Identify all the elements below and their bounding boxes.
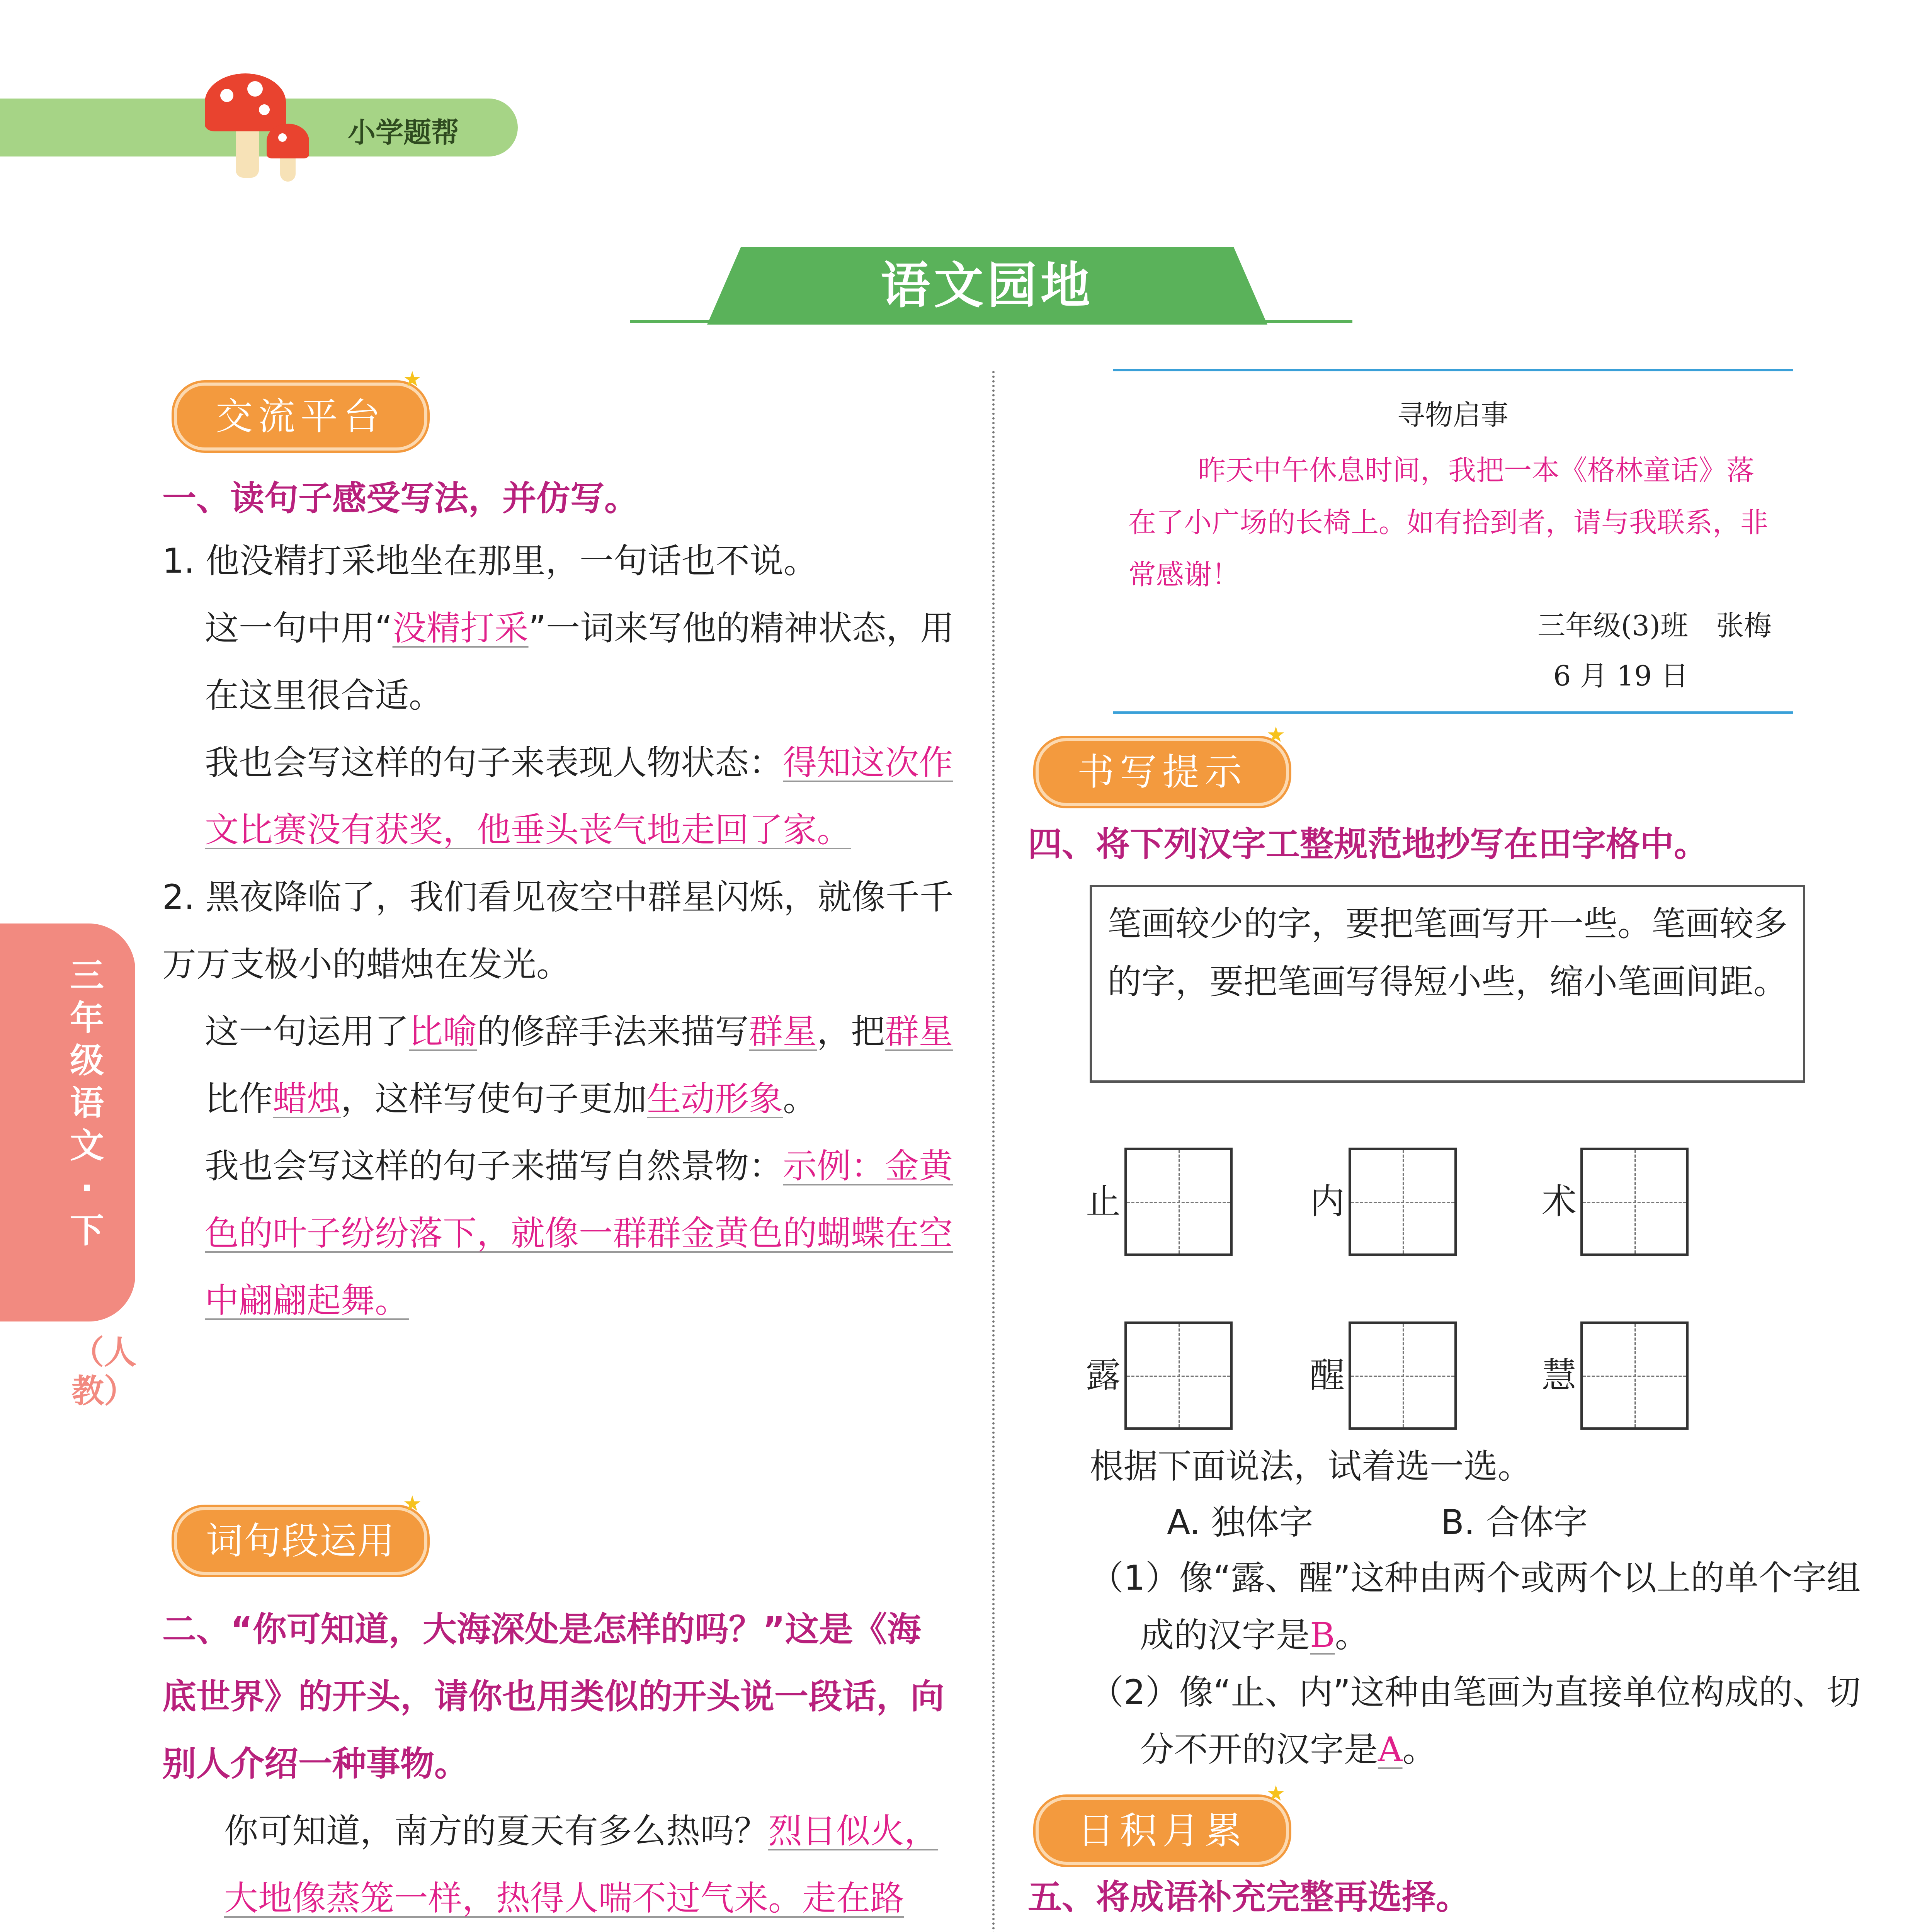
q2-answer: 你可知道，南方的夏天有多么热吗？烈日似火，大地像蒸笼一样，热得人喘不过气来。走在路 xyxy=(162,1798,954,1932)
char-label: 止 xyxy=(1086,1181,1121,1222)
char-label: 术 xyxy=(1542,1181,1577,1222)
tian-grid[interactable] xyxy=(1580,1148,1689,1256)
title-underline xyxy=(630,320,1352,323)
q1-paragraph-4: 我也会写这样的句子来描写自然景物：示例：金黄色的叶子纷纷落下，就像一群群金黄色的蝴蝶在空中翩翩起舞。 xyxy=(205,1146,953,1320)
notice-signature: 三年级(3)班 张梅 xyxy=(1537,609,1772,642)
section-badge-riji: 日积月累 xyxy=(1036,1797,1289,1865)
char-label: 慧 xyxy=(1542,1355,1577,1396)
tian-grid[interactable] xyxy=(1580,1321,1689,1430)
q1-sentence-1: 1. 他没精打采地坐在那里，一句话也不说。 xyxy=(162,541,818,581)
question-2 xyxy=(162,1596,954,1932)
tian-grid[interactable] xyxy=(1349,1148,1457,1256)
question-1-heading: 一、读句子感受写法，并仿写。 xyxy=(162,478,639,518)
column-divider xyxy=(992,371,995,1932)
q1-sentence-2: 2. 黑夜降临了，我们看见夜空中群星闪烁，就像千千万万支极小的蜡烛在发光。 xyxy=(162,877,954,984)
answer-text: B xyxy=(1310,1615,1335,1655)
question-5-heading: 五、将成语补充完整再选择。 xyxy=(1028,1877,1470,1917)
char-label: 醒 xyxy=(1310,1355,1345,1396)
tian-grid[interactable] xyxy=(1124,1148,1233,1256)
writing-tip-box xyxy=(1090,885,1805,1083)
tian-grid[interactable] xyxy=(1349,1321,1457,1430)
side-edition-label: （人教） xyxy=(71,1333,137,1410)
notice-title: 寻物启事 xyxy=(1397,399,1509,431)
idiom-item xyxy=(1028,1924,1824,1932)
answer-text: 没精打采 xyxy=(392,608,529,648)
char-label: 露 xyxy=(1086,1355,1121,1396)
notice-body: 昨天中午休息时间，我把一本《格林童话》落在了小广场的长椅上。如有拾到者，请与我联系，非常感谢！ xyxy=(1128,454,1769,591)
q4-item-1: （1）像“露、醒”这种由两个或两个以上的单个字组成的汉字是B。 xyxy=(1090,1558,1861,1655)
char-label: 内 xyxy=(1310,1181,1345,1222)
mushroom-icon xyxy=(201,66,301,182)
answer-text: 得知这次作文比赛没有获奖，他垂头丧气地走回了家。 xyxy=(205,743,953,850)
choose-instruction: 根据下面说法，试着选一选。 xyxy=(1090,1446,1532,1486)
section-badge-shuxie: 书写提示 xyxy=(1036,738,1289,806)
section-badge-jiaoliu: 交流平台 xyxy=(174,383,427,451)
answer-text: 示例：金黄色的叶子纷纷落下，就像一群群金黄色的蝴蝶在空中翩翩起舞。 xyxy=(205,1146,953,1320)
left-column xyxy=(162,469,954,1334)
option-a: A. 独体字 xyxy=(1167,1502,1313,1542)
question-2-heading: 二、“你可知道，大海深处是怎样的吗？”这是《海底世界》的开头，请你也用类似的开头说一段话，向别人介绍一种事物。 xyxy=(162,1609,945,1784)
section-badge-ciju: 词句段运用 xyxy=(174,1507,427,1575)
answer-text: A xyxy=(1378,1730,1403,1769)
brand-label: 小学题帮 xyxy=(348,116,459,149)
answer-text: 烈日似火，大地像蒸笼一样，热得人喘不过气来。走在路 xyxy=(224,1811,939,1918)
q1-paragraph-1: 这一句中用“没精打采”一词来写他的精神状态，用在这里很合适。 xyxy=(205,608,954,715)
notice-answer xyxy=(1113,369,1793,714)
options-row xyxy=(1090,1495,1862,1549)
writing-tip: 笔画较少的字，要把笔画写开一些。笔画较多的字，要把笔画写得短小些，缩小笔画间距。 xyxy=(1107,904,1788,1002)
side-grade-label: 三年级语文·下 xyxy=(70,956,104,1250)
q1-paragraph-3: 这一句运用了比喻的修辞手法来描写群星，把群星比作蜡烛，这样写使句子更加生动形象。 xyxy=(205,1012,953,1119)
question-4-choices xyxy=(1090,1437,1862,1778)
q1-paragraph-2: 我也会写这样的句子来表现人物状态：得知这次作文比赛没有获奖，他垂头丧气地走回了家。 xyxy=(205,743,953,850)
question-5 xyxy=(1028,1870,1824,1932)
page-title: 语文园地 xyxy=(880,257,1094,315)
option-b: B. 合体字 xyxy=(1440,1502,1588,1542)
tian-grid[interactable] xyxy=(1124,1321,1233,1430)
q4-item-2: （2）像“止、内”这种由笔画为直接单位构成的、切分不开的汉字是A。 xyxy=(1090,1672,1861,1769)
notice-date: 6 月 19 日 xyxy=(1553,660,1689,692)
question-4-heading: 四、将下列汉字工整规范地抄写在田字格中。 xyxy=(1028,824,1708,864)
